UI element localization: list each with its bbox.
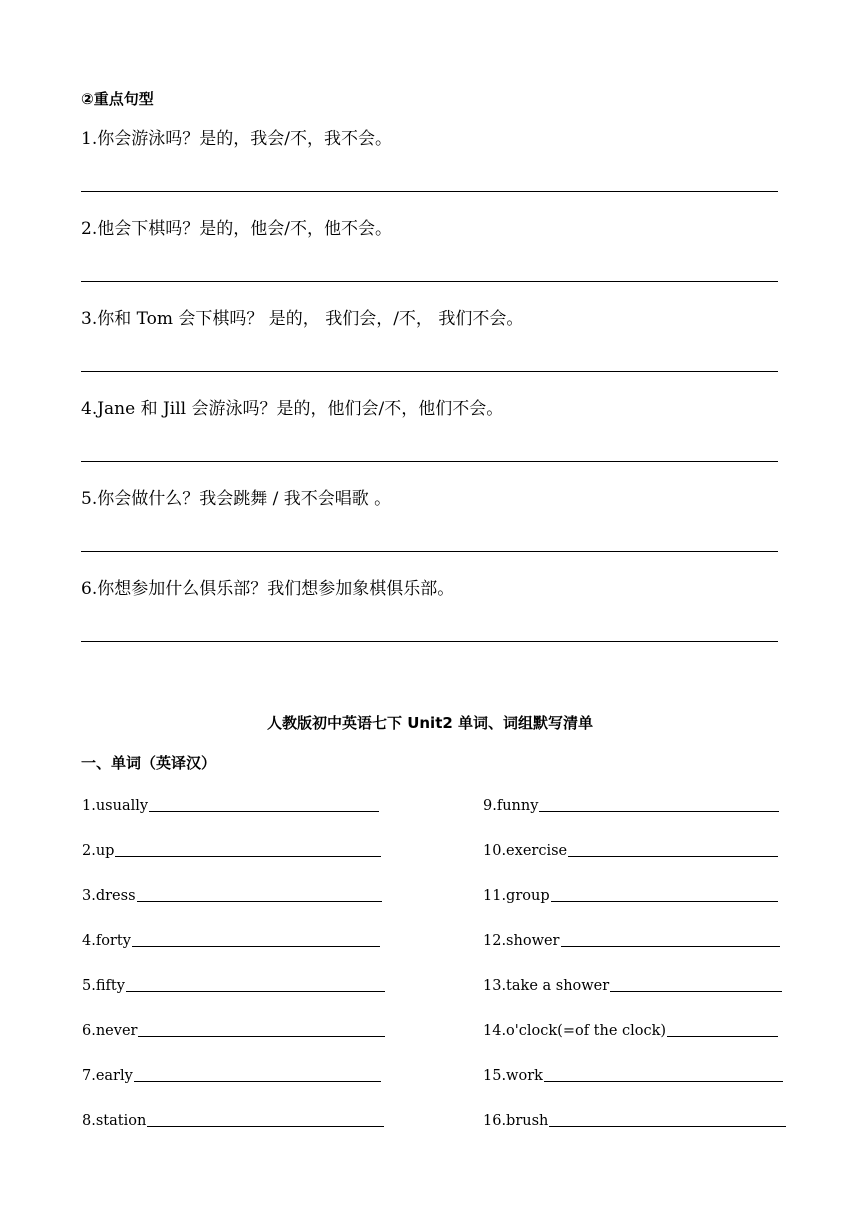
vocab-item: [483, 838, 778, 860]
key-sentences-heading: ②重点句型: [81, 90, 154, 108]
sentence-prompt: 6.你想参加什么俱乐部？我们想参加象棋俱乐部。: [81, 579, 455, 599]
vocab-list-title: 人教版初中英语七下 Unit2 单词、词组默写清单: [266, 714, 594, 732]
fill-blank: [137, 901, 382, 902]
vocab-item: [483, 883, 778, 905]
fill-blank: [149, 811, 379, 812]
vocab-item: [82, 973, 385, 995]
vocab-item: [82, 838, 381, 860]
vocab-item: [483, 928, 780, 950]
vocab-word: 7.early: [82, 1068, 133, 1084]
fill-blank: [561, 946, 781, 947]
answer-line: [81, 551, 778, 552]
vocab-word: 14.o'clock(=of the clock): [483, 1023, 667, 1039]
answer-line: [81, 641, 778, 642]
vocab-item: [82, 1018, 385, 1040]
sentence-prompt: 4.Jane 和 Jill 会游泳吗？是的，他们会/不，他们不会。: [81, 399, 504, 419]
vocab-item: [82, 1063, 381, 1085]
vocab-word: 6.never: [82, 1023, 138, 1039]
fill-blank: [539, 811, 779, 812]
fill-blank: [667, 1036, 778, 1037]
fill-blank: [544, 1081, 783, 1082]
vocab-item: [483, 793, 779, 815]
vocab-item: [82, 928, 380, 950]
fill-blank: [126, 991, 385, 992]
vocab-item: [82, 1108, 384, 1130]
vocab-item: [82, 883, 382, 905]
vocab-item: [483, 1018, 778, 1040]
section-heading: 一、单词（英译汉）: [81, 754, 217, 772]
vocab-word: 13.take a shower: [483, 978, 610, 994]
vocab-word: 10.exercise: [483, 843, 568, 859]
answer-line: [81, 371, 778, 372]
fill-blank: [610, 991, 782, 992]
fill-blank: [549, 1126, 786, 1127]
vocab-word: 5.fifty: [82, 978, 125, 994]
fill-blank: [138, 1036, 385, 1037]
vocab-item: [483, 973, 782, 995]
vocab-word: 16.brush: [483, 1113, 549, 1129]
vocab-word: 9.funny: [483, 798, 539, 814]
fill-blank: [132, 946, 380, 947]
vocab-item: [483, 1063, 783, 1085]
sentence-prompt: 5.你会做什么？我会跳舞 / 我不会唱歌 。: [81, 489, 392, 509]
answer-line: [81, 281, 778, 282]
vocab-word: 8.station: [82, 1113, 147, 1129]
vocab-word: 1.usually: [82, 798, 149, 814]
vocab-item: [82, 793, 379, 815]
answer-line: [81, 461, 778, 462]
sentence-prompt: 3.你和 Tom 会下棋吗？ 是的， 我们会，/不， 我们不会。: [81, 309, 524, 329]
vocab-word: 12.shower: [483, 933, 560, 949]
vocab-word: 11.group: [483, 888, 550, 904]
vocab-word: 2.up: [82, 843, 115, 859]
fill-blank: [115, 856, 381, 857]
vocab-word: 15.work: [483, 1068, 543, 1084]
sentence-prompt: 1.你会游泳吗？是的，我会/不，我不会。: [81, 129, 392, 149]
fill-blank: [147, 1126, 384, 1127]
vocab-word: 4.forty: [82, 933, 131, 949]
fill-blank: [568, 856, 778, 857]
fill-blank: [551, 901, 778, 902]
fill-blank: [134, 1081, 381, 1082]
sentence-prompt: 2.他会下棋吗？是的，他会/不，他不会。: [81, 219, 392, 239]
vocab-item: [483, 1108, 786, 1130]
answer-line: [81, 191, 778, 192]
vocab-word: 3.dress: [82, 888, 136, 904]
